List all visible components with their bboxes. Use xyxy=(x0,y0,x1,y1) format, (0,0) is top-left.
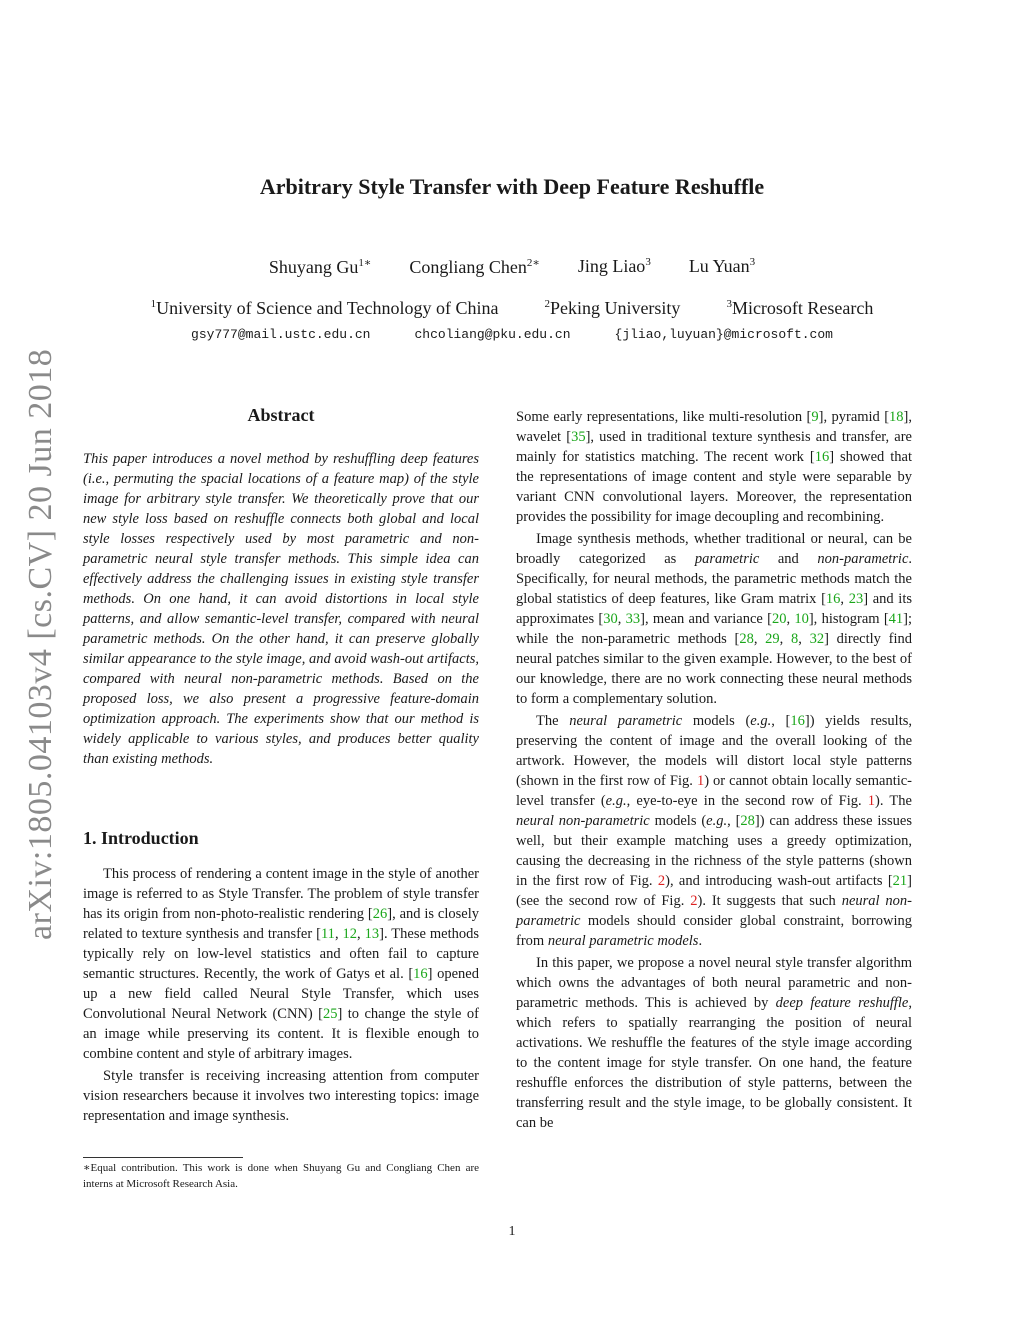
abstract-body xyxy=(83,449,479,769)
citation-link[interactable]: 12 xyxy=(342,926,358,942)
affiliation: $^2$Peking University xyxy=(544,298,681,318)
citation-link[interactable]: 33 xyxy=(625,611,641,627)
emphasis: non-parametric xyxy=(817,551,909,567)
author: Shuyang $Gu^{1∗}$ xyxy=(268,257,372,277)
citation-link[interactable]: 35 xyxy=(571,429,586,445)
paragraph: Image synthesis methods, whether traditional or neural, can be broadly categorized as parametric and non-parametric. Specifically, for neural methods, the parametric methods match the global statistics of deep features, like Gram matrix [16, 23] and its approximates [30, 33], mean and variance [20, 10], histogram [41]; while the non-parametric methods [28, 29, 8, 32] directly find neural patches similar to the given example. However, to the best of our knowledge, there are no work connecting these neural methods to form a complementary solution. xyxy=(516,531,913,707)
citation-link[interactable]: 21 xyxy=(892,873,908,889)
emphasis: e.g. xyxy=(706,813,728,829)
author: Lu Yuan$^3$ xyxy=(688,256,756,276)
paragraph: This process of rendering a content image in the style of another image is referred to as Style Transfer. The problem of style transfer has its origin from non-photo-realistic rendering [26], and is closely related to texture synthesis and transfer [11, 12, 13]. These methods typically rely on low-level statistics and often fail to capture semantic structures. Recently, the work of Gatys et al. [16] opened up a new field called Neural Style Transfer, which uses Convolutional Neural Network (CNN) [25] to change the style of an image while preserving its content. It is flexible enough to combine content and style of arbitrary images. xyxy=(83,866,480,1062)
citation-link[interactable]: 8 xyxy=(791,631,799,647)
right-column xyxy=(516,407,912,1133)
citation-link[interactable]: 16 xyxy=(825,591,841,607)
citation-link[interactable]: 25 xyxy=(323,1006,338,1022)
citation-link[interactable]: 16 xyxy=(790,713,805,729)
emphasis: e.g. xyxy=(750,713,772,729)
citation-link[interactable]: 32 xyxy=(809,631,825,647)
arxiv-identifier: arXiv:1805.04103v4 [cs.CV] 20 Jun 2018 xyxy=(22,348,59,940)
citation-link[interactable]: 20 xyxy=(771,611,787,627)
emphasis: parametric xyxy=(694,551,760,567)
figure-ref-link[interactable]: 2 xyxy=(657,873,666,889)
citation-link[interactable]: 10 xyxy=(794,611,809,627)
citation-link[interactable]: 18 xyxy=(889,409,904,425)
citation-link[interactable]: 28 xyxy=(740,813,755,829)
figure-ref-link[interactable]: 2 xyxy=(690,893,698,909)
abstract-heading: Abstract xyxy=(247,405,315,425)
figure-ref-link[interactable]: 1 xyxy=(696,773,705,789)
citation-link[interactable]: 16 xyxy=(814,449,830,465)
email-address: chcoliang@pku.edu.cn xyxy=(414,327,571,342)
section-heading: 1. Introduction xyxy=(83,828,199,848)
page-number: 1 xyxy=(508,1224,516,1239)
email-list xyxy=(0,327,1024,342)
footnote-rule xyxy=(83,1157,243,1158)
paragraph: Style transfer is receiving increasing attention from computer vision researchers because it involves two interesting topics: image representation and image synthesis. xyxy=(83,1068,479,1124)
affiliation: $^3$Microsoft Research xyxy=(726,298,874,318)
paragraph: Some early representations, like multi-resolution [9], pyramid [18], wavelet [35], used in traditional texture synthesis and transfer, are mainly for statistics matching. The recent work [16] showed that the representations of image content and style were separable by variant CNN convolutional layers. Moreover, the representation provides the possibility for image decoupling and recombining. xyxy=(516,409,913,525)
emphasis: neural non-parametric xyxy=(516,813,650,829)
citation-link[interactable]: 30 xyxy=(603,611,618,627)
emphasis: neural parametric xyxy=(569,713,683,729)
abstract-paragraph: This paper introduces a novel method by reshuffling deep features (i.e., permuting the spacial locations of a feature map) of the style image for arbitrary style transfer. We theoretically prove that our new style loss based on reshuffle connects both global and local style losses respectively used by most parametric and non-parametric neural style transfer methods. This simple idea can effectively address the challenging issues in existing style transfer methods. On one hand, it can avoid distortions in local style patterns, and allow semantic-level transfer, compared with neural parametric methods. On the other hand, it can preserve globally similar appearance to the style image, and avoid wash-out artifacts, compared with neural non-parametric methods. Based on the proposed loss, we also present a progressive feature-domain optimization approach. The experiments show that our method is widely applicable to various styles, and produces better quality than existing methods. xyxy=(83,451,479,767)
emphasis: deep feature reshuffle xyxy=(775,995,909,1011)
citation-link[interactable]: 29 xyxy=(765,631,780,647)
citation-link[interactable]: 16 xyxy=(413,966,428,982)
paragraph: In this paper, we propose a novel neural style transfer algorithm which owns the advantages of both neural parametric and non-parametric methods. This is achieved by deep feature reshuffle, which refers to spatially rearranging the position of neural activations. We reshuffle the features of the style image according to the content image for style transfer. On one hand, the feature reshuffle enforces the distribution of style patterns, between the transferring result and the style image, to be globally consistent. It can be xyxy=(516,955,912,1131)
citation-link[interactable]: 41 xyxy=(888,611,904,627)
citation-link[interactable]: 23 xyxy=(848,591,864,607)
emphasis: e.g. xyxy=(605,793,627,809)
figure-ref-link[interactable]: 1 xyxy=(867,793,876,809)
paragraph: The neural parametric models (e.g., [16]) yields results, preserving the content of image and the overall looking of the artwork. However, the models will distort local style patterns (shown in the first row of Fig. 1) or cannot obtain locally semantic-level transfer (e.g., eye-to-eye in the second row of Fig. 1). The neural non-parametric models (e.g., [28]) can address these issues well, but their example matching uses a greedy optimization, causing the decreasing in the richness of the style patterns (shown in the first row of Fig. 2), and introducing wash-out artifacts [21] (see the second row of Fig. 2). It suggests that such neural non-parametric models should consider global constraint, borrowing from neural parametric models. xyxy=(516,713,913,949)
citation-link[interactable]: 26 xyxy=(372,906,388,922)
citation-link[interactable]: 28 xyxy=(739,631,754,647)
footnote: ∗Equal contribution. This work is done when Shuyang Gu and Congliang Chen are interns at Microsoft Research Asia. xyxy=(83,1162,479,1190)
emphasis: neural non-parametric xyxy=(516,893,913,929)
paper-title: Arbitrary Style Transfer with Deep Feature Reshuffle xyxy=(259,174,765,199)
email-address: {jliao,luyuan}@microsoft.com xyxy=(614,327,833,342)
introduction-body xyxy=(83,864,479,1126)
emphasis: neural parametric models xyxy=(547,933,699,949)
author: Jing Liao$^3$ xyxy=(577,256,651,276)
citation-link[interactable]: 9 xyxy=(811,409,819,425)
author-list xyxy=(0,256,1024,278)
citation-link[interactable]: 11 xyxy=(320,926,335,942)
affiliation: $^1$University of Science and Technology of China xyxy=(150,298,499,318)
author: Congliang Chen$^{2∗}$ xyxy=(409,257,540,277)
citation-link[interactable]: 13 xyxy=(364,926,380,942)
affiliation-list xyxy=(0,298,1024,319)
email-address: gsy777@mail.ustc.edu.cn xyxy=(191,327,371,342)
